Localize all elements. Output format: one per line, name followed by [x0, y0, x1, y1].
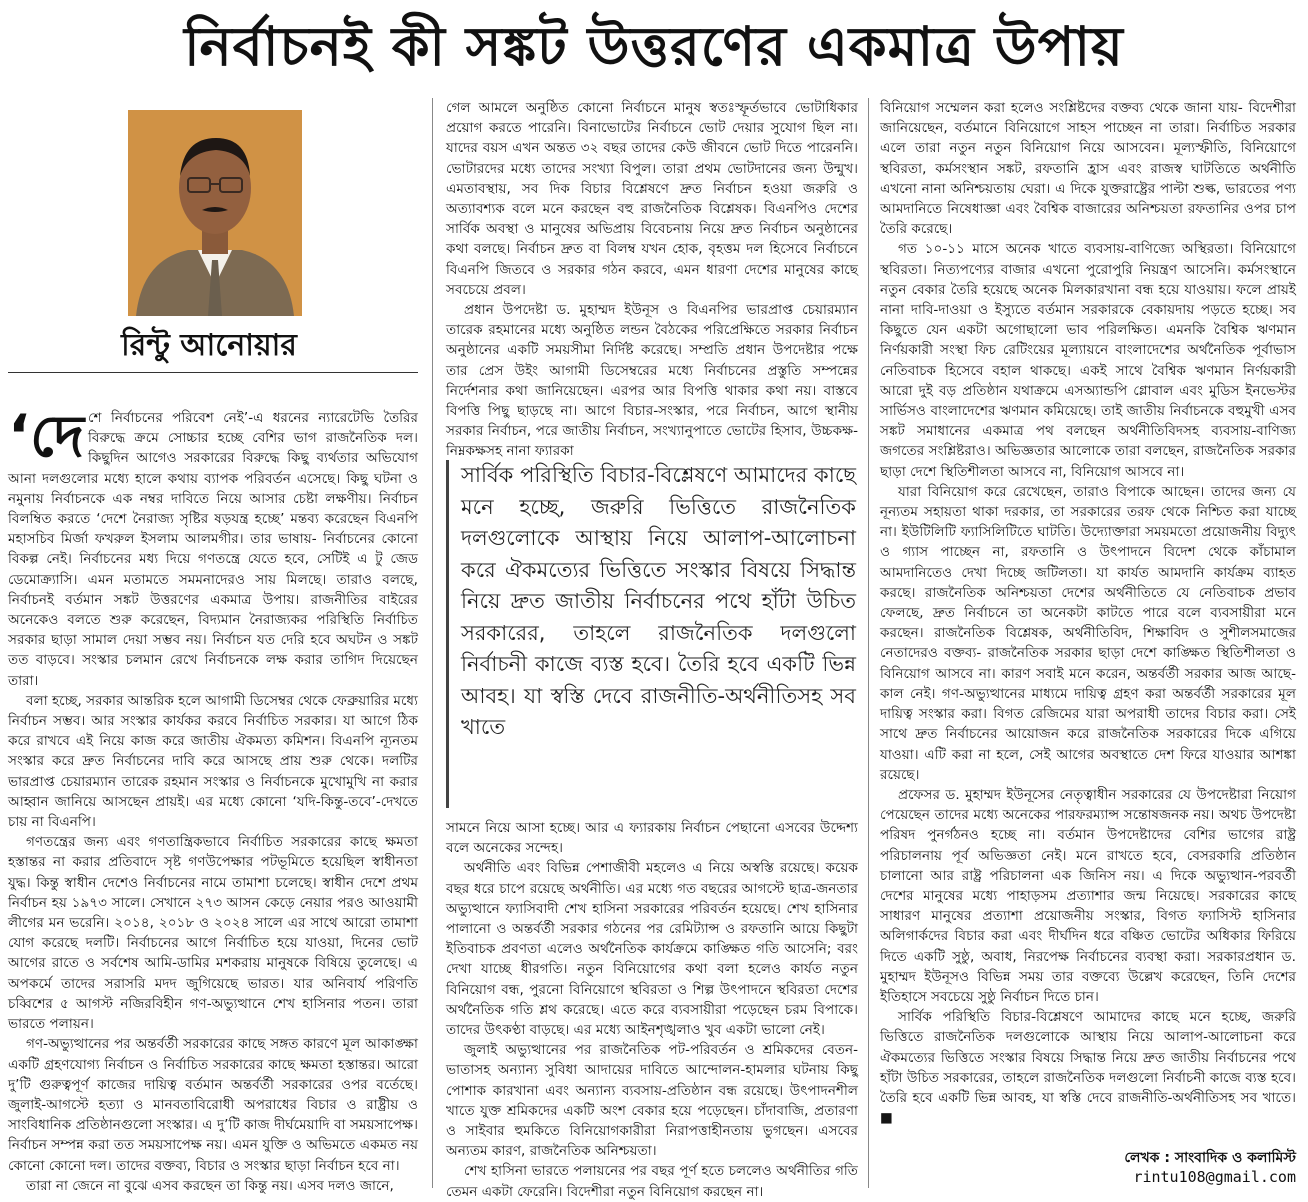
- column-divider: [868, 98, 869, 1188]
- paragraph: বলা হচ্ছে, সরকার আন্তরিক হলে আগামী ডিসেম্বর থেকে ফেব্রুয়ারির মধ্যে নির্বাচন সম্ভব। আর সংস্কার কার্যকর করবে নির্বাচিত সরকার। যা আগে ঠিক করে রাখবে এই নিয়ে কাজ করে জাতীয় ঐকমত্য কমিশন। বিএনপি ন্যূনতম সংস্কার করে দ্রুত নির্বাচনের দাবি করে আসছে প্রায় শুরু থেকে। দলটির ভারপ্রাপ্ত চেয়ারম্যান তারেক রহমান সংস্কার ও নির্বাচনকে মুখোমুখি না করার আহ্বান জানিয়ে আসছেন প্রায়ই। এর মধ্যে কোনো ‘যদি-কিন্তু-তবে’-দেখতে চায় না বিএনপি।: [8, 692, 418, 831]
- author-role-text: সাংবাদিক ও কলামিস্ট: [1174, 1150, 1296, 1166]
- paragraph: জুলাই অভ্যুত্থানের পর রাজনৈতিক পট-পরিবর্তন ও শ্রমিকদের বেতন-ভাতাসহ অন্যান্য সুবিধা আদায়ের দাবিতে আন্দোলন-হামলার ঘটনায় কিছু পোশাক কারখানা এবং অন্যান্য ব্যবসায়-প্রতিষ্ঠান বন্ধ রয়েছে। উৎপাদনশীল খাতে যুক্ত শ্রমিকদের একটি অংশ বেকার হয়ে পড়েছেন। চাঁদাবাজি, প্রতারণা ও সাইবার হুমকিতে বিনিয়োগকারীরা নিরাপত্তাহীনতায় ভুগছেন। এসবের অন্যতম কারণ, রাজনৈতিক অনিশ্চয়তা।: [446, 1042, 858, 1160]
- paragraph: শেখ হাসিনা ভারতে পলায়নের পর বছর পূর্ণ হতে চললেও অর্থনীতির গতি তেমন একটা ফেরেনি। বিদেশীরা নতুন বিনিয়োগ করছেন না।: [446, 1163, 858, 1200]
- pull-quote: সার্বিক পরিস্থিতি বিচার-বিশ্লেষণে আমাদের কাছে মনে হচ্ছে, জরুরি ভিত্তিতে রাজনৈতিক দলগুলোকে আস্থায় নিয়ে আলাপ-আলোচনা করে ঐকমত্যের ভিত্তিতে সংস্কার বিষয়ে সিদ্ধান্ত নিয়ে দ্রুত জাতীয় নির্বাচনের পথে হাঁটা উচিত সরকারের, তাহলে রাজনৈতিক দলগুলো নির্বাচনী কাজে ব্যস্ত হবে। তৈরি হবে একটি ভিন্ন আবহ। যা স্বস্তি দেবে রাজনীতি-অর্থনীতিসহ সব খাতে: [446, 460, 856, 808]
- byline-divider: [8, 372, 418, 373]
- column-1: [8, 402, 418, 1196]
- paragraph: বিনিয়োগ সম্মেলন করা হলেও সংশ্লিষ্টদের বক্তব্য থেকে জানা যায়- বিদেশীরা জানিয়েছেন, বর্তমানে বিনিয়োগে সাহস পাচ্ছেন না তারা। নির্বাচিত সরকার এলে তারা নতুন নতুন বিনিয়োগ নিয়ে আসবেন। মূল্যস্ফীতি, বিনিয়োগে স্থবিরতা, কর্মসংস্থান সঙ্কট, রফতানি হ্রাস এবং রাজস্ব ঘাটতিতে অর্থনীতি এখনো নানা অনিশ্চয়তায় ঘেরা। এ দিকে যুক্তরাষ্ট্রের পাল্টা শুল্ক, ভারতের পণ্য আমদানিতে নিষেধাজ্ঞা এবং বৈশ্বিক বাজারের অনিশ্চয়তা রফতানির ওপর চাপ তৈরি করেছে।: [880, 100, 1296, 238]
- paragraph: প্রধান উপদেষ্টা ড. মুহাম্মদ ইউনূস ও বিএনপির ভারপ্রাপ্ত চেয়ারম্যান তারেক রহমানের মধ্যে অনুষ্ঠিত লন্ডন বৈঠকের পরিপ্রেক্ষিতে সরকার নির্বাচন অনুষ্ঠানের একটি সময়সীমা নির্দিষ্ট করেছে। সম্প্রতি প্রধান উপদেষ্টার পক্ষে তার প্রেস উইং আগামী ডিসেম্বরের মধ্যে নির্বাচনের প্রস্তুতি সম্পন্নের নির্দেশনার কথা জানিয়েছেন। এরপর আর বিপত্তি থাকার কথা নয়। বাস্তবে বিপত্তি পিছু ছাড়ছে না। আগে বিচার-সংস্কার, পরে নির্বাচন, আগে স্থানীয় সরকার নির্বাচন, পরে জাতীয় নির্বাচন, সংখ্যানুপাতে ভোটের হিসাব, উচ্চকক্ষ-নিম্নকক্ষসহ নানা ফ্যারকা: [446, 302, 858, 460]
- paragraph-text: শে নির্বাচনের পরিবেশ নেই’-এ ধরনের ন্যারেটেভি তৈরির বিরুদ্ধে ক্রমে সোচ্চার হচ্ছে বেশির ভাগ রাজনৈতিক দল। কিছুদিন আগেও সরকারের বিরুদ্ধে কিছু ব্যর্থতার অভিযোগ আনা দলগুলোর মধ্যে হালে কথায় ব্যাপক পরিবর্তন এসেছে। কিছু ঘটনা ও নমুনায় নির্বাচনকে এক নম্বর দাবিতে নিয়ে আসার চেষ্টা লক্ষণীয়। নির্বাচন বিলম্বিত করতে ‘দেশে নৈরাজ্য সৃষ্টির ষড়যন্ত্র হচ্ছে’ মন্তব্য করেছেন বিএনপি মহাসচিব মির্জা ফখরুল ইসলাম আলমগীর। তার ভাষায়- নির্বাচনের কোনো বিকল্প নেই। নির্বাচনের মধ্য দিয়ে গণতন্ত্রে যেতে হবে, সেটিই এ টু জেড ডেমোক্র্যাসি। এমন মতামতে সমমনাদেরও সায় মিলছে। তারাও বলছে, নির্বাচনই বর্তমান সঙ্কট উত্তরণের একমাত্র উপায়। রাজনীতির বাইরের অনেকেও বলতে শুরু করেছেন, বিদ্যমান নৈরাজ্যকর পরিস্থিতি নির্বাচিত সরকার ছাড়া সামাল দেয়া সম্ভব নয়। নির্বাচন যত দেরি হবে অঘটন ও সঙ্কট তত বাড়বে। সংস্কার চলমান রেখে নির্বাচনকে লক্ষ করার তাগিদ দিয়েছেন তারা।: [8, 410, 418, 689]
- paragraph: প্রফেসর ড. মুহাম্মদ ইউনূসের নেতৃত্বাধীন সরকারের যে উপদেষ্টারা নিয়োগ পেয়েছেন তাদের মধ্যে অনেকের পারফরম্যান্স সন্তোষজনক নয়। অথচ উপদেষ্টা পরিষদ পুনর্গঠনও হচ্ছে না। বর্তমান উপদেষ্টাদের বেশির ভাগের রাষ্ট্র পরিচালনায় পূর্ব অভিজ্ঞতা নেই। মনে রাখতে হবে, বেসরকারি প্রতিষ্ঠান চালানো আর রাষ্ট্র পরিচালনা এক জিনিস নয়। এ দিকে অভ্যুত্থান-পরবর্তী দেশের মানুষের মধ্যে পাহাড়সম প্রত্যাশার জন্ম নিয়েছে। সরকারের কাছে সাধারণ মানুষের প্রত্যাশা প্রয়োজনীয় সংস্কার, বিগত ফ্যাসিস্ট হাসিনার অলিগার্কদের বিচার করা এবং দীর্ঘদিন ধরে বঞ্চিত ভোটের অধিকার ফিরিয়ে দিতে একটি সুষ্ঠু, অবাধ, নিরপেক্ষ নির্বাচনের ব্যবস্থা করা। সরকারপ্রধান ড. মুহাম্মদ ইউনূসও বিভিন্ন সময় তার বক্তব্যে উল্লেখ করেছেন, তিনি দেশের ইতিহাসে সবচেয়ে সুষ্ঠু নির্বাচন দিতে চান।: [880, 786, 1296, 1005]
- column-3: [880, 98, 1296, 1128]
- column-2-bottom: [446, 818, 858, 1202]
- author-role: [1124, 1146, 1296, 1170]
- dropcap: ‘দে: [8, 402, 85, 470]
- paragraph: তারা না জেনে না বুঝে এসব করছেন তা কিন্তু নয়। এসব দলও জানে,: [26, 1177, 394, 1194]
- author-name: রিন্টু আনোয়ার: [121, 328, 297, 363]
- paragraph: অর্থনীতি এবং বিভিন্ন পেশাজীবী মহলেও এ নিয়ে অস্বস্তি রয়েছে। কয়েক বছর ধরে চাপে রয়েছে অর্থনীতি। এর মধ্যে গত বছরের আগস্টে ছাত্র-জনতার অভ্যুত্থানে ফ্যাসিবাদী শেখ হাসিনা সরকারের পরিবর্তন হয়েছে। শেখ হাসিনার পালানো ও অন্তর্বর্তী সরকার গঠনের পর রেমিট্যান্স ও রফতানি আয়ে কিছুটা ইতিবাচক প্রবণতা এলেও অর্থনৈতিক কার্যক্রমে কাঙ্ক্ষিত গতি আসেনি; বরং দেখা যাচ্ছে ধীরগতি। নতুন বিনিয়োগের কথা বলা হলেও কার্যত নতুন বিনিয়োগ বন্ধ, পুরনো বিনিয়োগে স্থবিরতা ও শিল্প উৎপাদনে স্থবিরতা দেশের অর্থনৈতিক গতি শ্লথ করেছে। এতে করে ব্যবসায়ীরা পড়েছেন চরম বিপাকে। তাদের উৎকণ্ঠা বাড়ছে। এর মধ্যে আইনশৃঙ্খলাও খুব একটা ভালো নেই।: [446, 860, 858, 1039]
- paragraph: সামনে নিয়ে আসা হচ্ছে। আর এ ফ্যারকায় নির্বাচন পেছানো এসবের উদ্দেশ্য বলে অনেকের সন্দেহ।: [446, 820, 858, 857]
- paragraph: গণ-অভ্যুত্থানের পর অন্তর্বর্তী সরকারের কাছে সঙ্গত কারণে মূল আকাঙ্ক্ষা একটি গ্রহণযোগ্য নির্বাচন ও নির্বাচিত সরকারের কাছে ক্ষমতা হস্তান্তর। আরো দু’টি গুরুত্বপূর্ণ কাজের দায়িত্ব বর্তমান অন্তর্বর্তী সরকারের ওপর বর্তেছে। জুলাই-আগস্টে হত্যা ও মানবতাবিরোধী অপরাধের বিচার ও রাষ্ট্রীয় ও সাংবিধানিক প্রতিষ্ঠানগুলো সংস্কার। এ দু’টি কাজ দীর্ঘমেয়াদি বা সময়সাপেক্ষ। নির্বাচন সম্পন্ন করা তত সময়সাপেক্ষ নয়। এমন যুক্তি ও অভিমতে একমত নয় কোনো কোনো দল। তাদের বক্তব্য, বিচার ও সংস্কার ছাড়া নির্বাচন হবে না।: [8, 1036, 418, 1174]
- paragraph: গণতন্ত্রের জন্য এবং গণতান্ত্রিকভাবে নির্বাচিত সরকারের কাছে ক্ষমতা হস্তান্তর না করার প্রতিবাদে সৃষ্ট গণউপেক্ষার পটভূমিতে হয়েছিল স্বাধীনতা যুদ্ধ। কিন্তু স্বাধীন দেশেও নির্বাচনের নামে তামাশা চলেছে। স্বাধীন দেশে প্রথম নির্বাচন হয় ১৯৭৩ সালে। সেখানে ২৭৩ আসন কেড়ে নেয়ার পরও আওয়ামী লীগের মন ভরেনি। ২০১৪, ২০১৮ ও ২০২৪ সালে এর সাথে আরো তামাশা যোগ করেছে দলটি। নির্বাচনের আগে নির্বাচিত হয়ে যাওয়া, দিনের ভোট আগের রাতে ও সর্বশেষ আমি-ডামির মশকরায় মানুষকে বিষিয়ে তুলেছে। এ অপকর্মে তাদের সরাসরি মদদ জুগিয়েছে ভারত। যার অনিবার্য পরিণতি চব্বিশের ৫ আগস্ট নজিরবিহীন গণ-অভ্যুত্থানে শেখ হাসিনার পতন। তারা ভারতে পলায়ন।: [8, 834, 418, 1033]
- author-role-label: লেখক :: [1124, 1150, 1170, 1166]
- headline: নির্বাচনই কী সঙ্কট উত্তরণের একমাত্র উপায়: [184, 15, 1124, 78]
- paragraph: গত ১০-১১ মাসে অনেক খাতে ব্যবসায়-বাণিজ্যে অস্থিরতা। বিনিয়োগে স্থবিরতা। নিত্যপণ্যের বাজার এখনো পুরোপুরি নিয়ন্ত্রণ আসেনি। কর্মসংস্থানে নতুন বেকার তৈরি হয়েছে অনেক মিলকারখানা বন্ধ হয়ে যাওয়ায়। ফলে প্রায়ই নানা দাবি-দাওয়া ও ইস্যুতে বর্তমান সরকারকে বেকায়দায় পড়তে হচ্ছে। সব কিছুতে যেন একটা অগোছালো ভাব পরিলক্ষিত। এমনকি বৈশ্বিক ঋণমান নির্ণয়কারী সংস্থা ফিচ রেটিংয়ের মূল্যায়নে বাংলাদেশের অর্থনৈতিক পূর্বাভাস নেতিবাচক হিসেবে বহাল থাকছে। একই সাথে বৈশ্বিক ঋণমান নির্ণয়কারী আরো দুই বড় প্রতিষ্ঠান যথাক্রমে এসঅ্যান্ডপি গ্লোবাল এবং মুডিস ইনভেস্টর সার্ভিসও বাংলাদেশের ঋণমান কমিয়েছে। তাই জাতীয় নির্বাচনকে বহুমুখী এসব সঙ্কট সমাধানের একমাত্র পথ বলছেন অর্থনীতিবিদসহ ব্যবসায়-বাণিজ্য জগতের সংশ্লিষ্টরাও। অভিজ্ঞতার আলোকে তারা বলছেন, রাজনৈতিক সরকার ছাড়া দেশে স্থিতিশীলতা আসবে না, বিনিয়োগ আসবে না।: [880, 241, 1296, 480]
- column-2-top: [446, 98, 858, 462]
- paragraph: যারা বিনিয়োগ করে রেখেছেন, তারাও বিপাকে আছেন। তাদের জন্য যে নূন্যতম সহায়তা থাকা দরকার, তা সরকারের তরফ থেকে নিশ্চিত করা যাচ্ছে না। ইউটিলিটি ফ্যাসিলিটিতে ঘাটতি। উদ্যোক্তারা সময়মতো প্রয়োজনীয় বিদ্যুৎ ও গ্যাস পাচ্ছেন না, রফতানি ও উৎপাদনে বিদেশ থেকে কাঁচামাল আমদানিতেও দেখা দিচ্ছে জটিলতা। যা কার্যত আমদানি কার্যক্রম ব্যাহত করছে। রাজনৈতিক অনিশ্চয়তা দেশের অর্থনীতিতে যে নেতিবাচক প্রভাব ফেলছে, দ্রুত নির্বাচনে তা অনেকটা কাটতে পারে বলে ব্যবসায়ীরা মনে করছেন। রাজনৈতিক বিশ্লেষক, অর্থনীতিবিদ, শিক্ষাবিদ ও সুশীলসমাজের নেতাদেরও বক্তব্য- রাজনৈতিক সরকার ছাড়া দেশে কাঙ্ক্ষিত স্থিতিশীলতা ও বিনিয়োগ আসবে না। কারণ সবাই মনে করেন, অন্তর্বর্তী সরকার আজ আছে-কাল নেই। গণ-অভ্যুত্থানের মাধ্যমে দায়িত্ব গ্রহণ করা অন্তর্বর্তী সরকারের মূল দায়িত্ব সংস্কার করা। বিগত রেজিমের যারা অপরাধী তাদের বিচার করা। সেই সাথে দ্রুত নির্বাচনের আয়োজন করে রাজনৈতিক সরকারের দিকে এগিয়ে যাওয়া। এটি করা না হলে, সেই আগের অবস্থাতে দেশ ফিরে যাওয়ার আশঙ্কা রয়েছে।: [880, 483, 1296, 783]
- column-divider: [432, 98, 433, 1188]
- author-email: rintu108@gmail.com: [1133, 1168, 1296, 1186]
- paragraph: গেল আমলে অনুষ্ঠিত কোনো নির্বাচনে মানুষ স্বতঃস্ফূর্তভাবে ভোটাধিকার প্রয়োগ করতে পারেনি। বিনাভোটের নির্বাচনে ভোট দেয়ার সুযোগ ছিল না। যাদের বয়স এখন অন্তত ৩২ বছর তাদের কেউ জীবনে ভোট দিতে পারেননি। ভোটারদের মধ্যে তাদের সংখ্যা বিপুল। তারা প্রথম ভোটদানের জন্য উন্মুখ। এমতাবস্থায়, সব দিক বিচার বিশ্লেষণে দ্রুত নির্বাচন হওয়া জরুরি ও অত্যাবশ্যক বলে মনে করছেন বহু রাজনৈতিক বিশ্লেষক। বিএনপিও দেশের সার্বিক অবস্থা ও মানুষের অভিপ্রায় বিবেচনায় নিয়ে দ্রুত নির্বাচন অনুষ্ঠানের কথা বলছে। নির্বাচন দ্রুত বা বিলম্ব যখন হোক, বৃহত্তম দল হিসেবে নির্বাচনে বিএনপি জিতবে ও সরকার গঠন করবে, এমন ধারণা দেশের মানুষের কাছে সবচেয়ে প্রবল।: [446, 100, 858, 298]
- paragraph: সার্বিক পরিস্থিতি বিচার-বিশ্লেষণে আমাদের কাছে মনে হচ্ছে, জরুরি ভিত্তিতে রাজনৈতিক দলগুলোকে আস্থায় নিয়ে আলাপ-আলোচনা করে ঐকমত্যের ভিত্তিতে সংস্কার বিষয়ে সিদ্ধান্ত নিয়ে দ্রুত জাতীয় নির্বাচনের পথে হাঁটা উচিত সরকারের, তাহলে রাজনৈতিক দলগুলো নির্বাচনী কাজে ব্যস্ত হবে। তৈরি হবে একটি ভিন্ন আবহ, যা স্বস্তি দেবে রাজনীতি-অর্থনীতিসহ সব খাতে। ■: [880, 1009, 1296, 1127]
- paragraph: [8, 402, 418, 691]
- author-photo: [128, 110, 302, 316]
